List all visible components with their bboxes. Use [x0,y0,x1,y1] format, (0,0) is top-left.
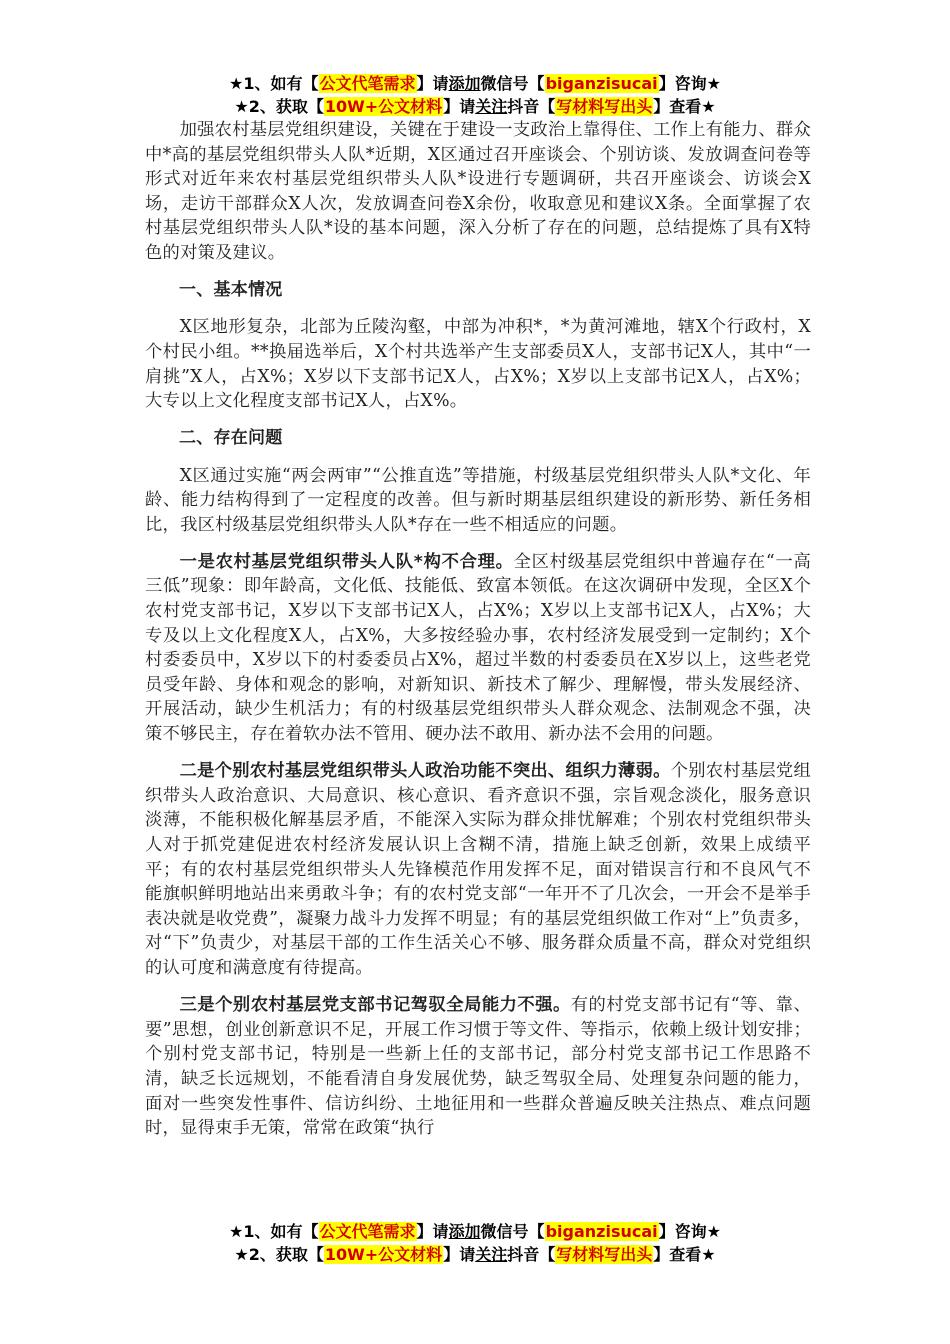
point-1-paragraph [145,550,811,747]
banner-line-1 [0,1220,950,1243]
banner-text: 微信号【 [480,1222,545,1241]
point-1-text: 全区村级基层党组织中普遍存在“一高三低”现象：即年龄高，文化低、技能低、致富本领低。在这次调研中发现，全区X个农村党支部书记，X岁以下支部书记X人，占X%；X岁以上支部书记X人，占X%；大专及以上文化程度X人，占X%，大多按经验办事，农村经济发展受到一定制约；X个村委委员中，X岁以下的村委委员占X%，超过半数的村委委员在X岁以上，这些老党员受年龄、身体和观念的影响，对新知识、新技术了解少、理解慢，带头发展经济、开展活动，缺少生机活力；有的村级基层党组织带头人群众观念、法制观念不强，决策不够民主，存在着软办法不管用、硬办法不敢用、新办法不会用的问题。 [145,551,811,745]
banner-text: 】咨询★ [658,1222,721,1241]
underlined-add: 添加 [448,74,481,93]
banner-text: 】咨询★ [658,74,721,93]
underlined-follow: 关注 [475,97,508,116]
banner-text: 抖音【 [507,1245,556,1264]
highlight-douyin-id: 写材料写出头 [556,1245,653,1264]
intro-paragraph: 加强农村基层党组织建设，关键在于建设一支政治上靠得住、工作上有能力、群众中*高的基层党组织带头人队*近期，X区通过召开座谈会、个别访谈、发放调查问卷等形式对近年来农村基层党组织带头人队*设进行专题调研，共召开座谈会、访谈会X场，走访干部群众X人次，发放调查问卷X余份，收取意见和建议X条。全面掌握了农村基层党组织带头人队*设的基本问题，深入分析了存在的问题，总结提炼了具有X特色的对策及建议。 [145,120,811,263]
highlight-douyin-id: 写材料写出头 [556,97,653,116]
highlight-wechat-id: biganzisucai [545,74,658,93]
banner-text: ★2、获取【 [234,1245,324,1264]
section-heading-basic-situation: 一、基本情况 [179,280,283,301]
banner-line-2 [0,1243,950,1266]
banner-text: 】请 [416,74,449,93]
highlight-ghostwriting: 公文代笔需求 [319,1222,416,1241]
footer-banner [0,1220,950,1266]
banner-text: ★2、获取【 [234,97,324,116]
highlight-wechat-id: biganzisucai [545,1222,658,1241]
point-3-text: 有的村党支部书记有“等、靠、要”思想，创业创新意识不足，开展工作习惯于等文件、等指示，依赖上级计划安排；个别村党支部书记，特别是一些新上任的支部书记，部分村党支部书记工作思路不清，缺乏长远规划，不能看清自身发展优势，缺乏驾驭全局、处理复杂问题的能力，面对一些突发性事件、信访纠纷、土地征用和一些群众普遍反映关注热点、难点问题时，显得束手无策，常常在政策“执行 [145,995,811,1139]
point-2-text: 个别农村基层党组织带头人政治意识、大局意识、核心意识、看齐意识不强，宗旨观念淡化，服务意识淡薄，不能积极化解基层矛盾，不能深入实际为群众排忧解难；个别农村党组织带头人对于抓党建促进农村经济发展认识上含糊不清，措施上缺乏创新，效果上成绩平平；有的农村基层党组织带头人先锋模范作用发挥不足，面对错误言行和不良风气不能旗帜鲜明地站出来勇敢斗争；有的农村党支部“一年开不了几次会，一开会不是举手表决就是收党费”，凝聚力战斗力发挥不明显；有的基层党组织做工作对“上”负责多，对“下”负责少，对基层干部的工作生活关心不够、服务群众质量不高，群众对党组织的认可度和满意度有待提高。 [145,761,811,978]
banner-text: 】请 [443,97,476,116]
problems-intro-paragraph: X区通过实施“两会两审”“公推直选”等措施，村级基层党组织带头人队*文化、年龄、能力结构得到了一定程度的改善。但与新时期基层组织建设的新形势、新任务相比，我区村级基层党组织带头人队*存在一些不相适应的问题。 [145,465,811,535]
document-body [145,118,811,1139]
banner-text: 】查看★ [653,1245,716,1264]
point-3-paragraph [145,993,811,1139]
banner-text: 】查看★ [653,97,716,116]
banner-line-2 [0,95,950,118]
banner-text: 】请 [443,1245,476,1264]
header-banner [0,72,950,118]
underlined-add: 添加 [448,1222,481,1241]
underlined-follow: 关注 [475,1245,508,1264]
banner-line-1 [0,72,950,95]
banner-text: 抖音【 [507,97,556,116]
section-heading-existing-problems: 二、存在问题 [179,428,283,449]
point-2-paragraph [145,759,811,980]
banner-text: ★1、如有【 [229,74,319,93]
point-2-lead: 二是个别农村基层党组织带头人政治功能不突出、组织力薄弱。 [179,761,671,782]
highlight-materials: 10W+公文材料 [324,97,443,116]
basic-situation-paragraph: X区地形复杂，北部为丘陵沟壑，中部为冲积*，*为黄河滩地，辖X个行政村，X个村民小组。**换届选举后，X个村共选举产生支部委员X人，支部书记X人，其中“一肩挑”X人，占X%；X岁以下支部书记X人，占X%；X岁以上支部书记X人，占X%；大专以上文化程度支部书记X人，占X%。 [145,317,811,412]
point-3-lead: 三是个别农村基层党支部书记驾驭全局能力不强。 [179,995,571,1016]
banner-text: ★1、如有【 [229,1222,319,1241]
banner-text: 微信号【 [480,74,545,93]
highlight-ghostwriting: 公文代笔需求 [319,74,416,93]
point-1-lead: 一是农村基层党组织带头人队*构不合理。 [179,551,514,572]
highlight-materials: 10W+公文材料 [324,1245,443,1264]
banner-text: 】请 [416,1222,449,1241]
